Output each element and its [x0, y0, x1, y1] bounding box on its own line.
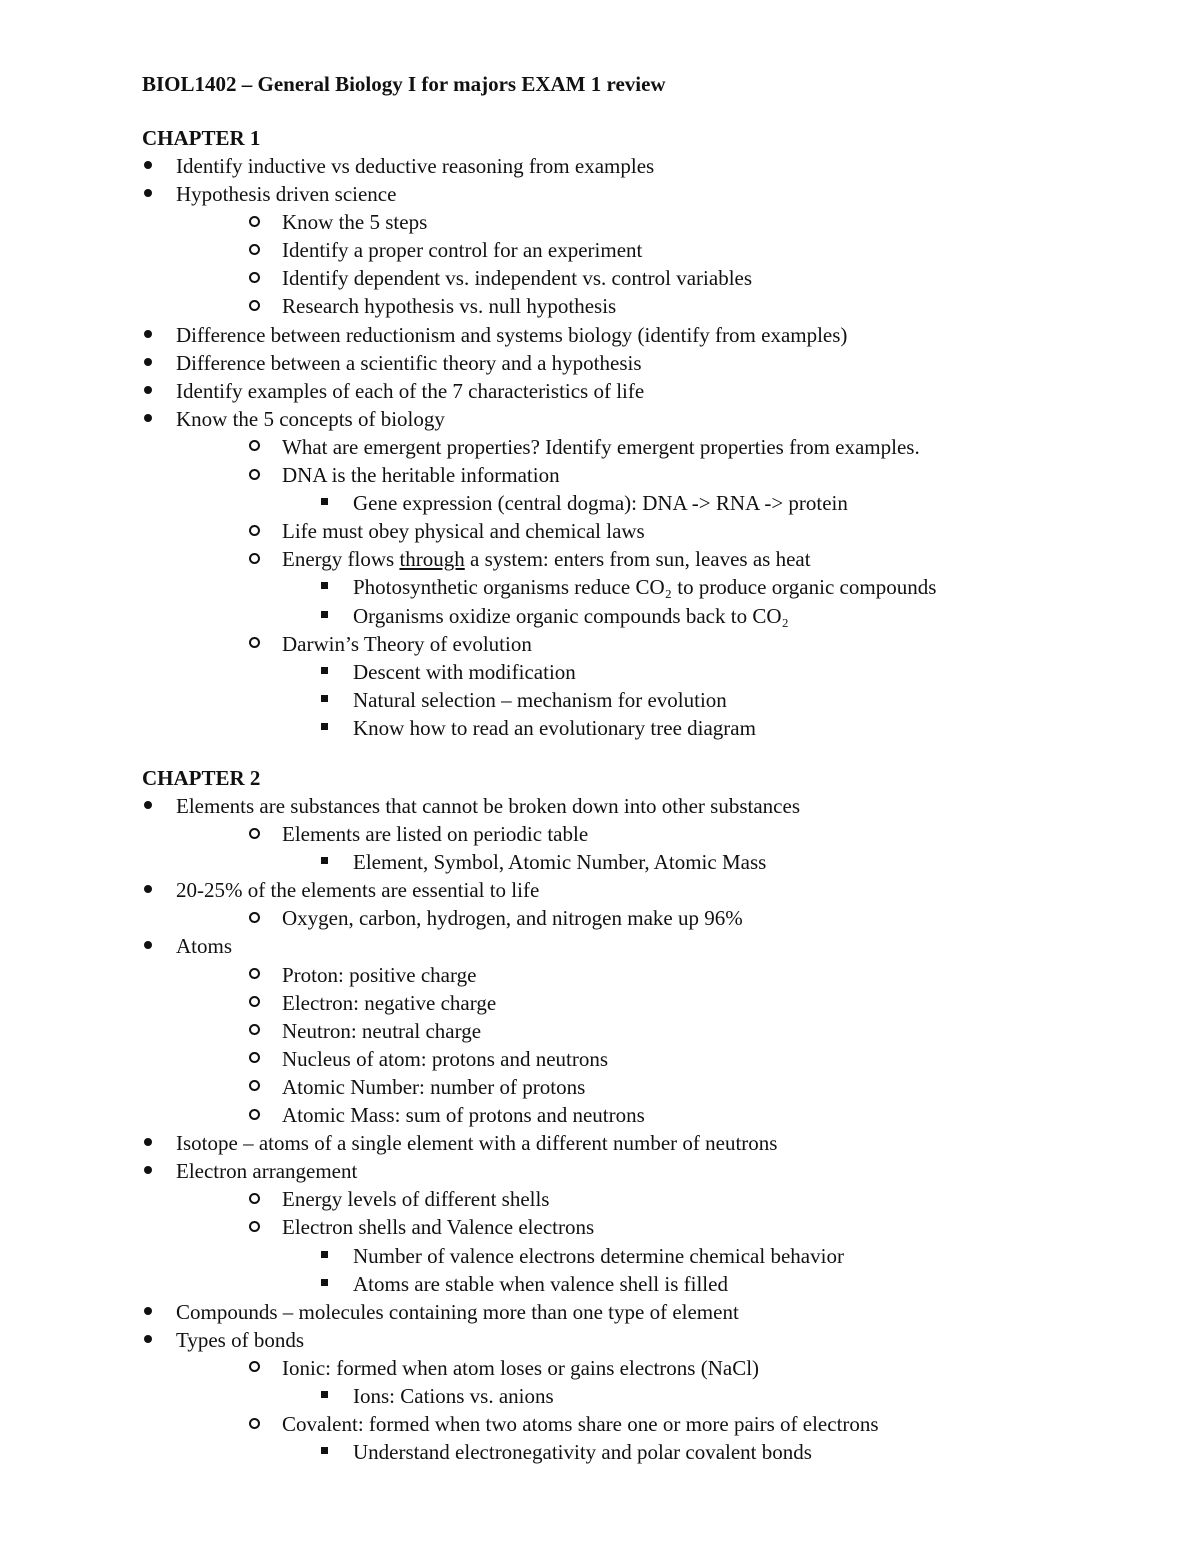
hollow-circle-bullet-icon — [247, 517, 261, 545]
chapter-2-section — [142, 764, 1142, 1466]
hollow-circle-bullet-icon — [247, 292, 261, 320]
filled-circle-bullet-icon — [141, 180, 155, 208]
outline-item-text: 20-25% of the elements are essential to life — [176, 878, 540, 903]
outline-item-text: Atoms — [176, 934, 233, 959]
outline-item-level-3 — [142, 1382, 1142, 1410]
hollow-circle-bullet-icon — [247, 264, 261, 292]
hollow-circle-bullet-icon — [247, 208, 261, 236]
outline-item-text: Identify a proper control for an experiment — [282, 238, 643, 263]
outline-item-level-2 — [142, 1017, 1142, 1045]
square-bullet-icon — [317, 714, 331, 742]
outline-item-text: Know how to read an evolutionary tree diagram — [353, 715, 756, 740]
outline-item-text: Know the 5 concepts of biology — [176, 406, 445, 431]
filled-circle-bullet-icon — [141, 1129, 155, 1157]
outline-item-text: Ions: Cations vs. anions — [353, 1383, 554, 1408]
square-bullet-icon — [317, 602, 331, 630]
outline-item-text — [282, 545, 811, 573]
outline-item-level-3 — [142, 714, 1142, 742]
outline-item-level-2 — [142, 1045, 1142, 1073]
outline-item-level-3 — [142, 1270, 1142, 1298]
outline-item-level-2 — [142, 1101, 1142, 1129]
outline-item-text: Hypothesis driven science — [176, 182, 397, 207]
outline-item-text: Atoms are stable when valence shell is filled — [353, 1271, 728, 1296]
outline-item-text: Proton: positive charge — [282, 962, 477, 987]
outline-item-text: Life must obey physical and chemical laws — [282, 519, 645, 544]
outline-item-text: Photosynthetic organisms reduce CO₂ to produce organic compounds — [353, 575, 937, 600]
filled-circle-bullet-icon — [141, 1157, 155, 1185]
outline-item-level-1 — [142, 1129, 1142, 1157]
outline-item-level-2 — [142, 630, 1142, 658]
outline-item-level-3 — [142, 1438, 1142, 1466]
outline-item-text: Difference between a scientific theory and a hypothesis — [176, 350, 642, 375]
outline-item-level-1 — [142, 405, 1142, 433]
filled-circle-bullet-icon — [141, 377, 155, 405]
outline-item-level-2 — [142, 545, 1142, 573]
outline-item-level-3 — [142, 489, 1142, 517]
hollow-circle-bullet-icon — [247, 1185, 261, 1213]
hollow-circle-bullet-icon — [247, 1354, 261, 1382]
outline-item-level-3 — [142, 573, 1142, 601]
square-bullet-icon — [317, 686, 331, 714]
filled-circle-bullet-icon — [141, 792, 155, 820]
outline-item-level-2 — [142, 961, 1142, 989]
outline-item-text: Types of bonds — [176, 1327, 305, 1352]
chapter-heading: CHAPTER 1 — [142, 126, 261, 150]
square-bullet-icon — [317, 848, 331, 876]
square-bullet-icon — [317, 489, 331, 517]
outline-item-text: Descent with modification — [353, 659, 576, 684]
outline-item-level-1 — [142, 152, 1142, 180]
outline-item-text: Know the 5 steps — [282, 210, 428, 235]
outline-item-level-1 — [142, 1326, 1142, 1354]
outline-item-level-2 — [142, 236, 1142, 264]
filled-circle-bullet-icon — [141, 1298, 155, 1326]
outline-item-level-2 — [142, 461, 1142, 489]
outline-item-level-1 — [142, 180, 1142, 208]
outline-item-text: Identify inductive vs deductive reasoning from examples — [176, 154, 655, 178]
outline-item-text: Ionic: formed when atom loses or gains electrons (NaCl) — [282, 1355, 760, 1380]
outline-item-level-1 — [142, 349, 1142, 377]
hollow-circle-bullet-icon — [247, 461, 261, 489]
chapter-2-outline — [142, 792, 1142, 1466]
outline-item-level-1 — [142, 1157, 1142, 1185]
hollow-circle-bullet-icon — [247, 433, 261, 461]
square-bullet-icon — [317, 1382, 331, 1410]
outline-item-text: Oxygen, carbon, hydrogen, and nitrogen make up 96% — [282, 906, 743, 931]
filled-circle-bullet-icon — [141, 321, 155, 349]
outline-item-level-3 — [142, 602, 1142, 630]
hollow-circle-bullet-icon — [247, 904, 261, 932]
square-bullet-icon — [317, 1438, 331, 1466]
hollow-circle-bullet-icon — [247, 820, 261, 848]
hollow-circle-bullet-icon — [247, 1045, 261, 1073]
outline-item-text: Darwin’s Theory of evolution — [282, 631, 532, 656]
outline-item-level-2 — [142, 1354, 1142, 1382]
filled-circle-bullet-icon — [141, 1326, 155, 1354]
outline-item-level-2 — [142, 517, 1142, 545]
outline-item-level-3 — [142, 686, 1142, 714]
hollow-circle-bullet-icon — [247, 1410, 261, 1438]
outline-item-text: Neutron: neutral charge — [282, 1018, 482, 1043]
outline-item-level-3 — [142, 1242, 1142, 1270]
outline-item-text: Identify dependent vs. independent vs. control variables — [282, 266, 753, 291]
filled-circle-bullet-icon — [141, 152, 155, 180]
square-bullet-icon — [317, 658, 331, 686]
outline-item-text: Atomic Number: number of protons — [282, 1074, 586, 1099]
outline-item-text: Elements are substances that cannot be broken down into other substances — [176, 794, 800, 818]
outline-item-level-2 — [142, 1073, 1142, 1101]
hollow-circle-bullet-icon — [247, 630, 261, 658]
outline-item-text: Difference between reductionism and systems biology (identify from examples) — [176, 322, 848, 347]
filled-circle-bullet-icon — [141, 932, 155, 960]
underlined-text: through — [399, 547, 465, 572]
filled-circle-bullet-icon — [141, 876, 155, 904]
filled-circle-bullet-icon — [141, 405, 155, 433]
outline-item-level-2 — [142, 433, 1142, 461]
chapter-1-section — [142, 124, 1142, 742]
outline-item-level-1 — [142, 876, 1142, 904]
outline-item-level-2 — [142, 989, 1142, 1017]
outline-item-level-2 — [142, 1213, 1142, 1241]
square-bullet-icon — [317, 573, 331, 601]
outline-item-text: Nucleus of atom: protons and neutrons — [282, 1046, 609, 1071]
outline-item-text: Identify examples of each of the 7 characteristics of life — [176, 378, 645, 403]
chapter-1-outline — [142, 152, 1142, 742]
square-bullet-icon — [317, 1270, 331, 1298]
outline-item-text: Energy levels of different shells — [282, 1187, 550, 1212]
text-run: Energy flows — [282, 547, 400, 572]
outline-item-text: DNA is the heritable information — [282, 463, 560, 488]
outline-item-level-1 — [142, 932, 1142, 960]
outline-item-level-1 — [142, 792, 1142, 820]
outline-item-level-2 — [142, 292, 1142, 320]
outline-item-text: Elements are listed on periodic table — [282, 822, 589, 847]
outline-item-text: Research hypothesis vs. null hypothesis — [282, 294, 617, 319]
outline-item-text: Element, Symbol, Atomic Number, Atomic Mass — [353, 850, 767, 875]
outline-item-level-2 — [142, 264, 1142, 292]
outline-item-text: Electron arrangement — [176, 1159, 358, 1184]
document-title: BIOL1402 – General Biology I for majors EXAM 1 review — [142, 72, 666, 96]
outline-item-level-3 — [142, 658, 1142, 686]
outline-item-text: Electron shells and Valence electrons — [282, 1215, 595, 1240]
hollow-circle-bullet-icon — [247, 545, 261, 573]
outline-item-text: Understand electronegativity and polar covalent bonds — [353, 1440, 812, 1465]
hollow-circle-bullet-icon — [247, 1213, 261, 1241]
outline-item-level-2 — [142, 1410, 1142, 1438]
outline-item-level-2 — [142, 208, 1142, 236]
outline-item-level-2 — [142, 904, 1142, 932]
chapter-heading: CHAPTER 2 — [142, 766, 261, 790]
outline-item-text: Atomic Mass: sum of protons and neutrons — [282, 1103, 645, 1128]
filled-circle-bullet-icon — [141, 349, 155, 377]
outline-item-text: Electron: negative charge — [282, 990, 497, 1015]
hollow-circle-bullet-icon — [247, 1073, 261, 1101]
text-run: a system: enters from sun, leaves as heat — [464, 547, 811, 572]
outline-item-text: Covalent: formed when two atoms share one or more pairs of electrons — [282, 1412, 879, 1437]
outline-item-text: What are emergent properties? Identify emergent properties from examples. — [282, 434, 920, 459]
outline-item-level-1 — [142, 1298, 1142, 1326]
outline-item-text: Natural selection – mechanism for evolution — [353, 687, 727, 712]
hollow-circle-bullet-icon — [247, 961, 261, 989]
square-bullet-icon — [317, 1242, 331, 1270]
outline-item-level-2 — [142, 1185, 1142, 1213]
outline-item-level-2 — [142, 820, 1142, 848]
outline-item-text: Gene expression (central dogma): DNA -> RNA -> protein — [353, 491, 848, 516]
outline-item-text: Compounds – molecules containing more than one type of element — [176, 1299, 739, 1324]
hollow-circle-bullet-icon — [247, 1101, 261, 1129]
outline-item-level-1 — [142, 377, 1142, 405]
hollow-circle-bullet-icon — [247, 989, 261, 1017]
outline-item-text: Organisms oxidize organic compounds back to CO₂ — [353, 603, 789, 628]
outline-item-level-3 — [142, 848, 1142, 876]
outline-item-level-1 — [142, 321, 1142, 349]
hollow-circle-bullet-icon — [247, 1017, 261, 1045]
hollow-circle-bullet-icon — [247, 236, 261, 264]
outline-item-text: Isotope – atoms of a single element with a different number of neutrons — [176, 1131, 778, 1156]
outline-item-text: Number of valence electrons determine chemical behavior — [353, 1243, 844, 1268]
